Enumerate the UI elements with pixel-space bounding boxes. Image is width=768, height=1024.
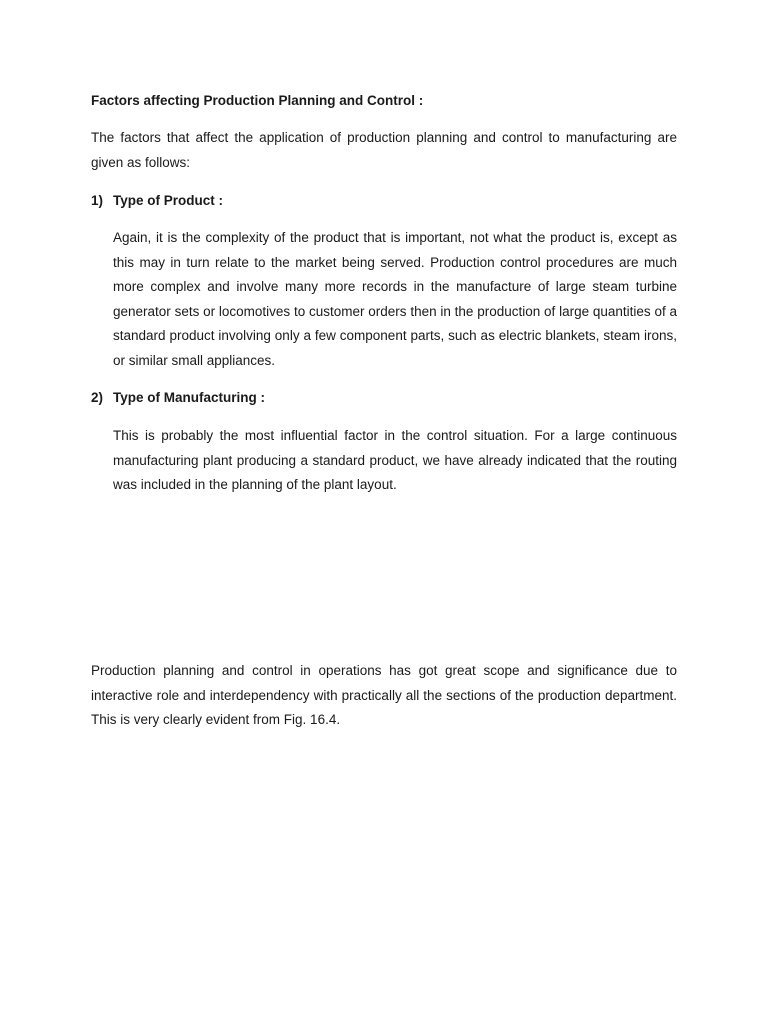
item-1-heading [91,192,223,210]
item-1-number: 1) [91,193,104,208]
item-1-paragraph: Again, it is the complexity of the product that is important, not what the product is, except as this may in turn relate to the market being served. Production control procedures are much more complex and involve many more records in the manufacture of large steam turbine generator sets or locomotives to customer orders then in the production of large quantities of a standard product involving only a few component parts, such as electric blankets, steam irons, or similar small appliances. [113,230,677,368]
item-2-paragraph: This is probably the most influential factor in the control situation. For a large continuous manufacturing plant producing a standard product, we have already indicated that the routing was included in the planning of the plant layout. [113,428,677,492]
document-heading: Factors affecting Production Planning and Control : [91,93,424,108]
closing-paragraph: Production planning and control in operations has got great scope and significance due to interactive role and interdependency with practically all the sections of the production department. This is very clearly evident from Fig. 16.4. [91,663,677,727]
item-1-title: Type of Product : [113,193,223,208]
item-2-title: Type of Manufacturing : [113,390,265,405]
item-2-heading [91,389,265,407]
intro-paragraph: The factors that affect the application of production planning and control to manufacturing are given as follows: [91,130,677,170]
item-2-number: 2) [91,390,104,405]
